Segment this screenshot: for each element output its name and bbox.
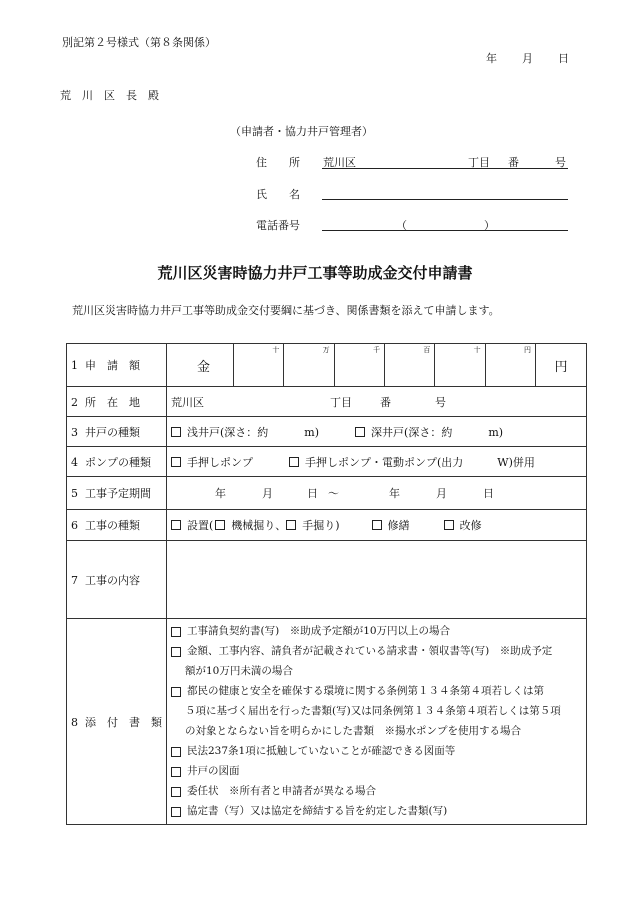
amount-digit-cell[interactable]: 千: [334, 344, 384, 386]
amount-digit-cell[interactable]: 円: [485, 344, 535, 386]
work-content-field[interactable]: [167, 541, 587, 619]
row-pump-type-label: 4 ポンプの種類: [67, 447, 167, 477]
amount-digit-cell[interactable]: 万: [283, 344, 333, 386]
row-attachments: [67, 619, 587, 825]
attachment-item: [171, 801, 582, 821]
attachment-text: 都民の健康と安全を確保する環境に関する条例第１３４条第４項若しくは第: [187, 685, 544, 697]
amount-digit-cell[interactable]: 十: [233, 344, 283, 386]
row-location-label: 2 所 在 地: [67, 387, 167, 417]
attachment-text: ５項に基づく届出を行った書類(写)又は同条例第１３４条第４項若しくは第５項: [185, 705, 561, 717]
row-location: [67, 387, 587, 417]
attachment-item: [171, 641, 582, 661]
attachment-checkbox[interactable]: [171, 627, 181, 637]
attachment-checkbox[interactable]: [171, 787, 181, 797]
address-chome: 丁目: [468, 156, 490, 169]
application-table: [66, 343, 587, 825]
attachment-text: 工事請負契約書(写) ※助成予定額が10万円以上の場合: [187, 625, 451, 637]
hand-pump-checkbox[interactable]: [171, 457, 181, 467]
deep-well-checkbox[interactable]: [355, 427, 365, 437]
attachment-checkbox[interactable]: [171, 807, 181, 817]
address-field[interactable]: [322, 168, 568, 169]
row-amount-label: 1 申 請 額: [67, 344, 167, 387]
intro-text: 荒川区災害時協力井戸工事等助成金交付要綱に基づき、関係書類を添えて申請します。: [72, 304, 500, 317]
row-work-type: 6 工事の種類 設置( 機械掘り、 手掘り) 修繕 改修: [67, 510, 587, 541]
location-field[interactable]: 荒川区 丁目 番 号: [167, 387, 587, 417]
amount-yen: 円: [535, 344, 586, 386]
attachment-item: [171, 781, 582, 801]
address-ban: 番: [508, 156, 519, 169]
attachment-item: [171, 721, 582, 741]
attachments-list: [167, 619, 587, 825]
combined-pump-checkbox[interactable]: [289, 457, 299, 467]
date-year-label: 年: [486, 52, 497, 65]
attachment-item: [171, 761, 582, 781]
hand-dig-checkbox[interactable]: [286, 520, 296, 530]
attachment-text: 金額、工事内容、請負者が記載されている請求書・領収書等(写) ※助成予定: [187, 645, 553, 657]
attachment-checkbox[interactable]: [171, 687, 181, 697]
attachment-text: 協定書（写）又は協定を締結する旨を約定した書類(写): [187, 805, 448, 817]
address-label: 住 所: [256, 156, 300, 169]
name-field[interactable]: [322, 199, 568, 200]
date-day-label: 日: [558, 52, 569, 65]
addressee: 荒 川 区 長 殿: [60, 89, 159, 102]
attachment-checkbox[interactable]: [171, 767, 181, 777]
amount-digit-cell[interactable]: 百: [384, 344, 434, 386]
name-label: 氏 名: [256, 188, 300, 201]
period-field[interactable]: 年 月 日 ～ 年 月 日: [167, 477, 587, 510]
phone-paren-close: ）: [484, 219, 495, 232]
amount-digit-cell[interactable]: 十: [434, 344, 484, 386]
row-work-content: [67, 541, 587, 619]
attachment-text: 井戸の図面: [187, 765, 240, 777]
attachment-text: の対象とならない旨を明らかにした書類 ※揚水ポンプを使用する場合: [185, 725, 521, 737]
repair-checkbox[interactable]: [372, 520, 382, 530]
row-well-type-label: 3 井戸の種類: [67, 417, 167, 447]
row-pump-type: 4 ポンプの種類 手押しポンプ 手押しポンプ・電動ポンプ(出力 W)併用: [67, 447, 587, 477]
attachment-item: [171, 701, 582, 721]
row-work-content-label: 7 工事の内容: [67, 541, 167, 619]
attachment-checkbox[interactable]: [171, 747, 181, 757]
amount-field[interactable]: [167, 344, 587, 387]
shallow-well-checkbox[interactable]: [171, 427, 181, 437]
attachment-text: 民法237条1項に抵触していないことが確認できる図面等: [187, 745, 456, 757]
applicant-role: （申請者・協力井戸管理者）: [230, 125, 373, 138]
phone-paren-open: （: [396, 219, 407, 232]
phone-field[interactable]: [322, 230, 568, 231]
address-go: 号: [555, 156, 566, 169]
attachment-item: [171, 681, 582, 701]
document-title: 荒川区災害時協力井戸工事等助成金交付申請書: [157, 264, 473, 282]
row-work-type-label: 6 工事の種類: [67, 510, 167, 541]
row-attachments-label: 8 添 付 書 類: [67, 619, 167, 825]
row-well-type: 3 井戸の種類 浅井戸(深さ：約 m) 深井戸(深さ：約 m): [67, 417, 587, 447]
attachment-item: [171, 621, 582, 641]
row-period: [67, 477, 587, 510]
attachment-item: [171, 661, 582, 681]
phone-label: 電話番号: [256, 219, 300, 232]
row-amount: [67, 344, 587, 387]
form-number: 別記第２号様式（第８条関係）: [62, 36, 216, 49]
amount-kin: 金: [197, 359, 211, 375]
machine-dig-checkbox[interactable]: [215, 520, 225, 530]
install-checkbox[interactable]: [171, 520, 181, 530]
date-month-label: 月: [522, 52, 533, 65]
attachment-text: 委任状 ※所有者と申請者が異なる場合: [187, 785, 376, 797]
row-period-label: 5 工事予定期間: [67, 477, 167, 510]
attachment-checkbox[interactable]: [171, 647, 181, 657]
attachment-item: [171, 741, 582, 761]
address-prefix: 荒川区: [323, 156, 356, 169]
renovate-checkbox[interactable]: [444, 520, 454, 530]
attachment-text: 額が10万円未満の場合: [185, 665, 293, 677]
